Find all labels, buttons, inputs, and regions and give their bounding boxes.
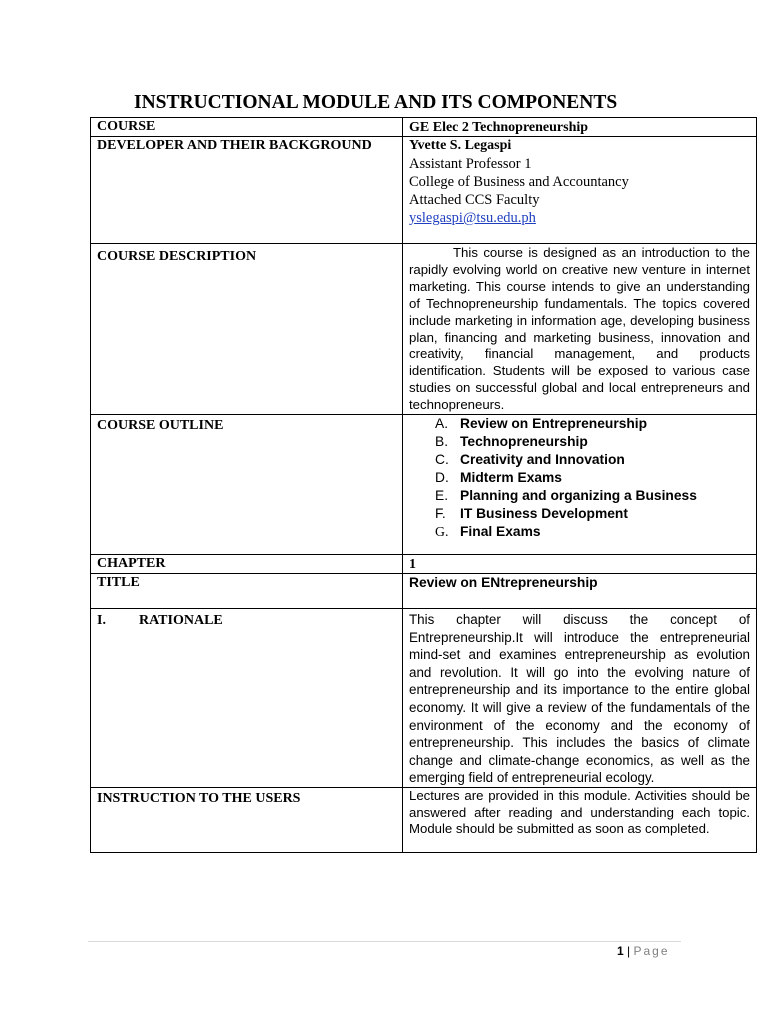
instruction-text: Lectures are provided in this module. Activities should be answered after reading and understanding each topic. Module should be submitted as soon as completed. [409,788,750,836]
instruction-row [91,788,757,853]
module-table [90,117,757,853]
outline-item: B. Technopreneurship [435,434,588,450]
developer-position: Assistant Professor 1 [409,156,532,172]
instruction-cell [403,788,757,853]
chapter-label: CHAPTER [91,555,403,574]
outline-item: A. Review on Entrepreneurship [435,416,648,432]
course-label: COURSE [91,118,403,137]
rationale-text: This chapter will discuss the concept of Entrepreneurship.It will introduce the entrepreneurial mind-set and examines entrepreneurship as evolution and revolution. It will go into the evolving nature of entrepreneurship and its importance to the entire global economy. It will give a review of the fundamentals of the environment of the economy and the economy of entrepreneurship. This includes the basics of climate change and climate-change economics, as well as the emerging field of entrepreneurial ecology. [409,612,750,786]
footer-separator: | [627,944,631,958]
rationale-number: I. [97,613,106,629]
developer-name: Yvette S. Legaspi [409,138,512,153]
chapter-row [91,555,757,574]
instruction-label: INSTRUCTION TO THE USERS [91,788,403,853]
footer-divider [88,941,681,942]
outline-cell [403,415,757,555]
page-label: Page [633,944,670,958]
rationale-label-cell [91,609,403,788]
developer-row [91,137,757,244]
rationale-row [91,609,757,788]
title-label: TITLE [91,574,403,609]
course-row [91,118,757,137]
chapter-title-value: Review on ENtrepreneurship [409,575,598,591]
title-row [91,574,757,609]
chapter-value: 1 [403,555,757,574]
title-cell [403,574,757,609]
rationale-cell [403,609,757,788]
page-footer [617,944,670,958]
description-row [91,244,757,415]
outline-item: E. Planning and organizing a Business [435,488,697,504]
developer-college: College of Business and Accountancy [409,174,629,190]
description-text: This course is designed as an introduction to the rapidly evolving world on creative new venture in internet marketing. This course intends to give an understanding of Technopreneurship fundamentals. The topics covered include marketing in information age, developing business plan, financing and marketing business, innovation and creativity, financial management, and products identification. Students will be exposed to various case studies on successful global and local entrepreneurs and technopreneurs. [409,245,750,413]
outline-item: F. IT Business Development [435,506,628,522]
outline-label: COURSE OUTLINE [91,415,403,555]
description-label: COURSE DESCRIPTION [91,244,403,415]
course-value: GE Elec 2 Technopreneurship [403,118,757,137]
developer-cell [403,137,757,244]
outline-row [91,415,757,555]
description-cell [403,244,757,415]
outline-item: D. Midterm Exams [435,470,562,486]
developer-faculty: Attached CCS Faculty [409,192,540,208]
outline-item: G. Final Exams [435,524,541,540]
outline-list [409,415,750,541]
page-number: 1 [617,944,624,958]
developer-email-link[interactable]: yslegaspi@tsu.edu.ph [409,210,536,226]
rationale-label: RATIONALE [139,613,223,629]
document-title: INSTRUCTIONAL MODULE AND ITS COMPONENTS [134,92,618,113]
developer-label: DEVELOPER AND THEIR BACKGROUND [91,137,403,244]
outline-item: C. Creativity and Innovation [435,452,625,468]
